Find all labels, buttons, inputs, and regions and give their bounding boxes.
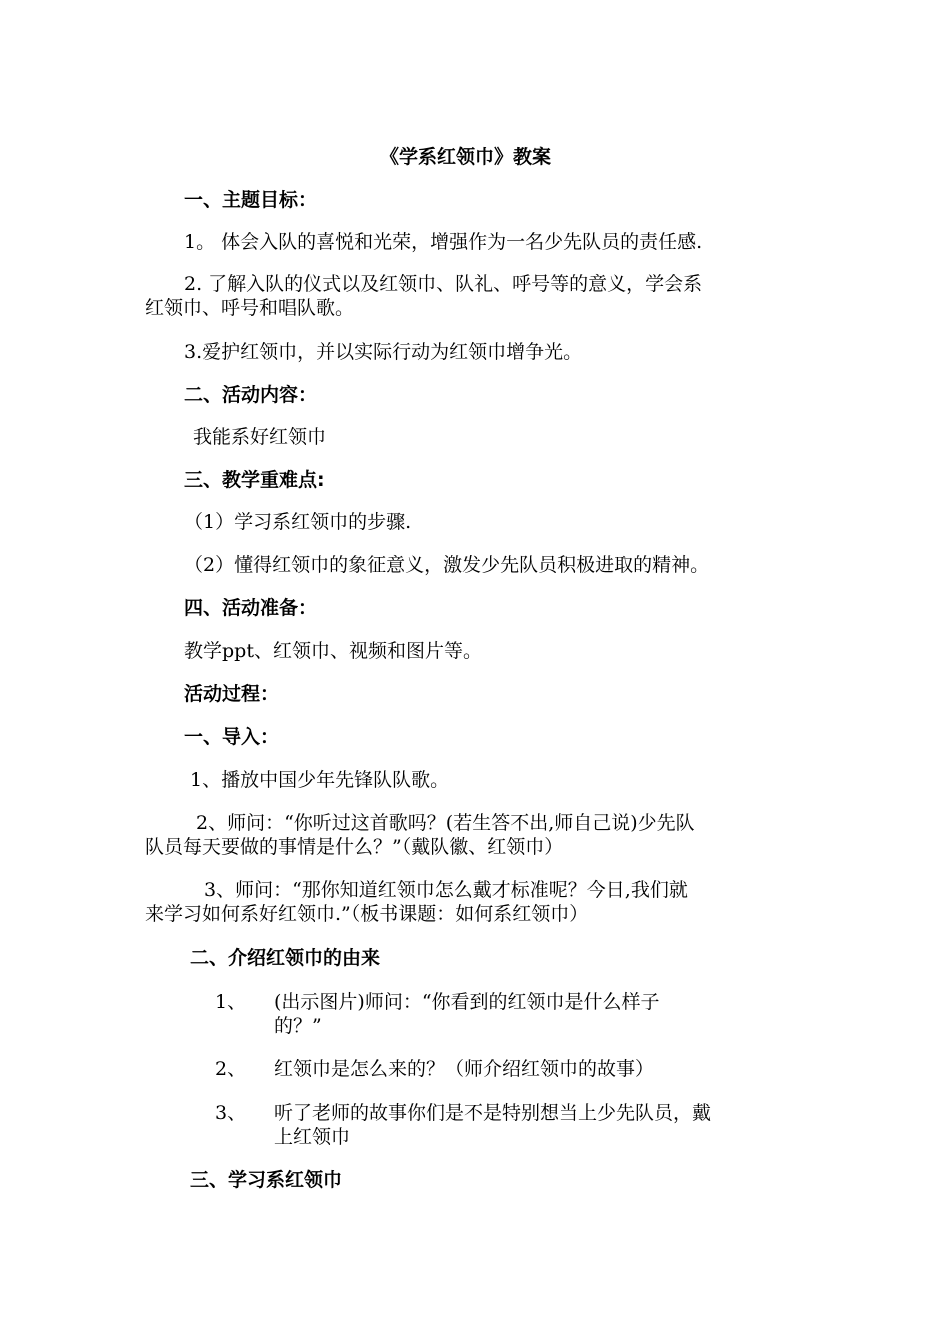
document-title: 《学系红领巾》教案	[380, 146, 552, 168]
goal-item-1: 1。 体会入队的喜悦和光荣，增强作为一名少先队员的责任感.	[184, 231, 703, 253]
section-heading-intro: 一、导入：	[184, 726, 280, 748]
key-point-1: （1）学习系红领巾的步骤.	[184, 511, 412, 533]
section-heading-key-points: 三、教学重难点:	[184, 469, 325, 491]
origin-item-3-line1: 听了老师的故事你们是不是特别想当上少先队员，戴	[274, 1102, 712, 1124]
origin-item-3-line2: 上红领巾	[274, 1126, 351, 1148]
section-heading-preparation: 四、活动准备：	[184, 597, 318, 619]
intro-item-3-line1: 3、师问：“那你知道红领巾怎么戴才标准呢？今日,我们就	[204, 879, 688, 901]
section-heading-learn: 三、学习系红领巾	[190, 1169, 343, 1191]
section-heading-origin: 二、介绍红领巾的由来	[190, 947, 381, 969]
goal-item-3: 3.爱护红领巾，并以实际行动为红领巾增争光。	[184, 341, 583, 363]
origin-item-1-line1: (出示图片)师问：“你看到的红领巾是什么样子	[274, 991, 660, 1013]
intro-item-1: 1、播放中国少年先锋队队歌。	[190, 769, 450, 791]
origin-item-2-line1: 红领巾是怎么来的？（师介绍红领巾的故事）	[274, 1058, 655, 1080]
goal-item-2-line1: 2. 了解入队的仪式以及红领巾、队礼、呼号等的意义，学会系	[184, 273, 703, 295]
intro-item-3-line2: 来学习如何系好红领巾.”（板书课题：如何系红领巾）	[145, 903, 589, 925]
intro-item-2-line2: 队员每天要做的事情是什么？”（戴队徽、红领巾）	[145, 836, 564, 858]
origin-item-3-number: 3、	[215, 1102, 247, 1124]
key-point-2: （2）懂得红领巾的象征意义，激发少先队员积极进取的精神。	[184, 554, 710, 576]
content-text: 我能系好红领巾	[193, 426, 327, 448]
section-heading-goals: 一、主题目标：	[184, 189, 318, 211]
origin-item-2-number: 2、	[215, 1058, 247, 1080]
section-heading-content: 二、活动内容：	[184, 384, 318, 406]
section-heading-process: 活动过程：	[184, 683, 280, 705]
preparation-text: 教学ppt、红领巾、视频和图片等。	[184, 640, 482, 662]
origin-item-1-line2: 的？”	[274, 1015, 322, 1037]
goal-item-2-line2: 红领巾、呼号和唱队歌。	[145, 297, 355, 319]
intro-item-2-line1: 2、师问：“你听过这首歌吗？(若生答不出,师自己说)少先队	[196, 812, 695, 834]
origin-item-1-number: 1、	[215, 991, 247, 1013]
